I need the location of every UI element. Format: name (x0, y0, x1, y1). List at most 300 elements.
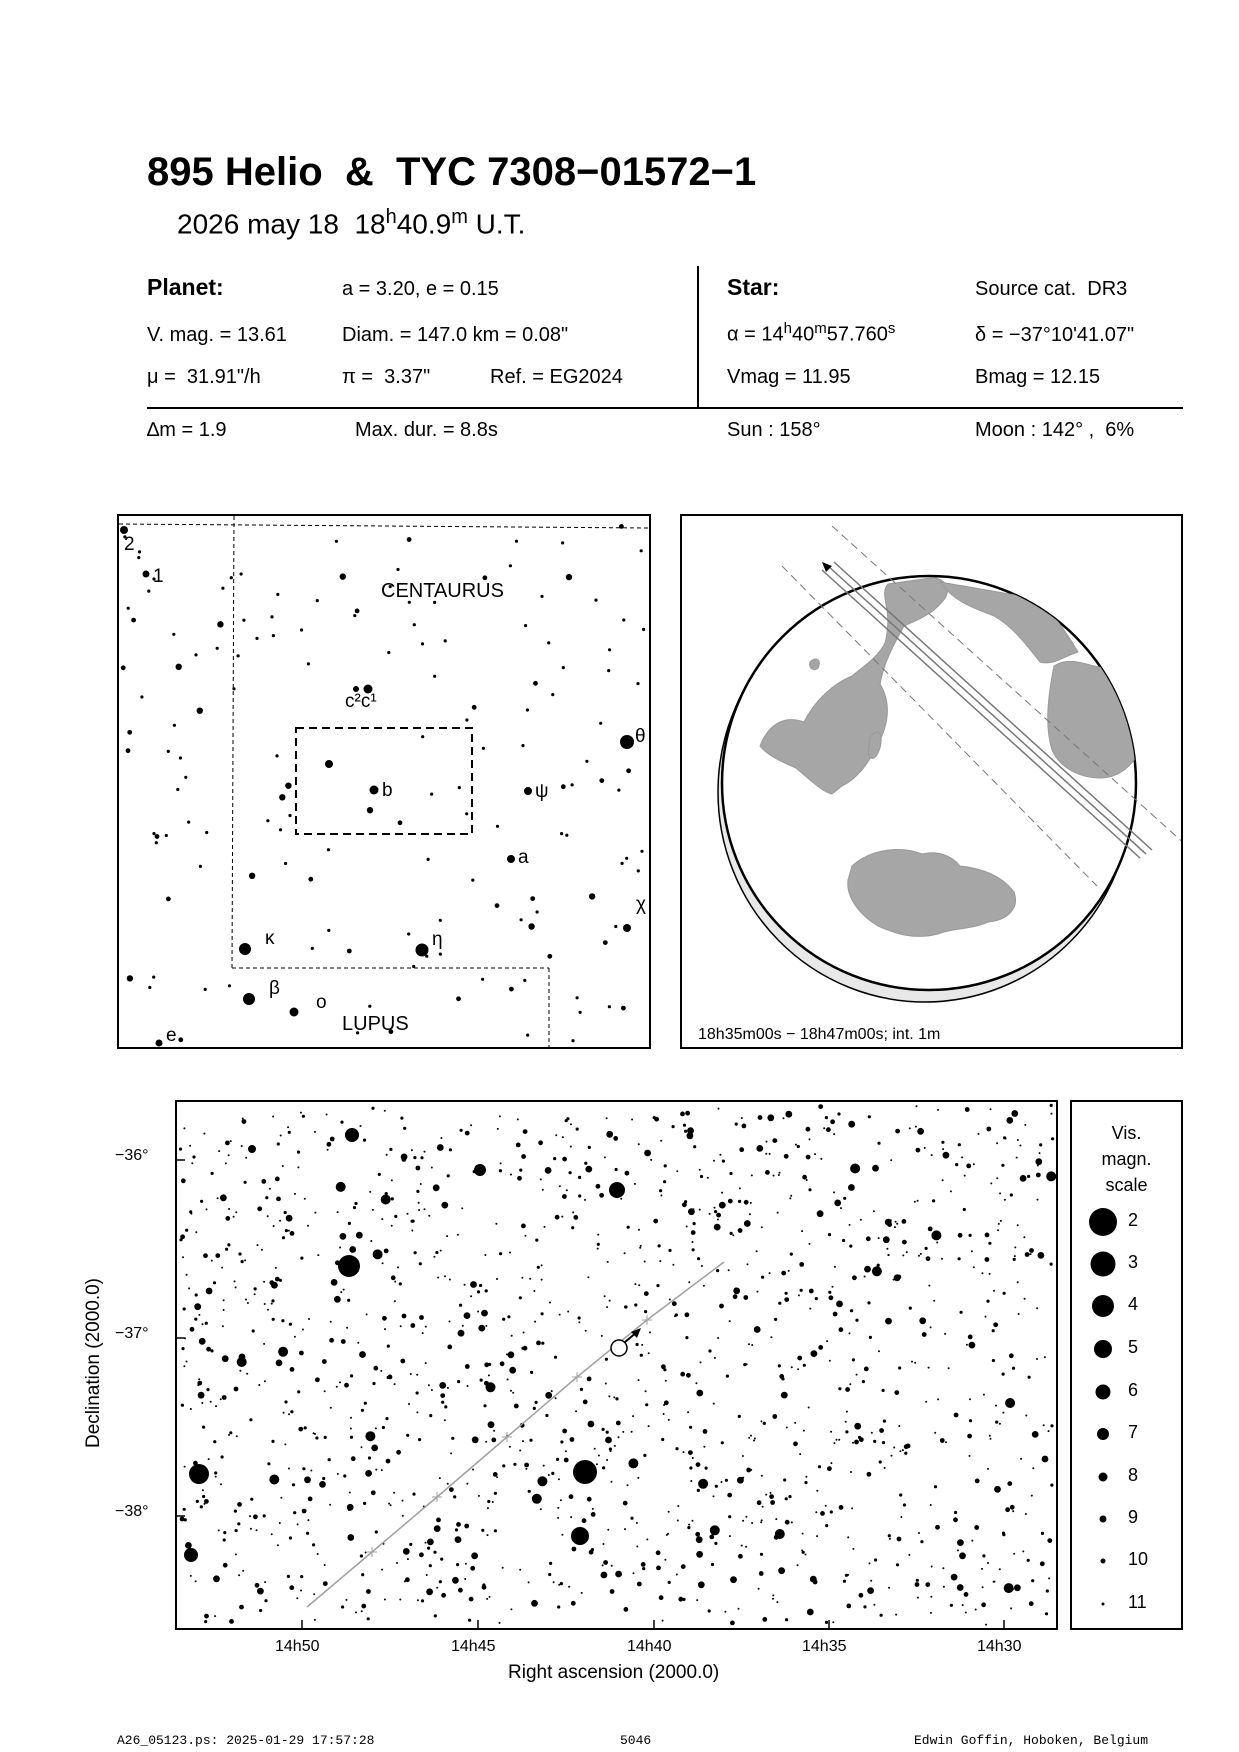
star-dot (127, 607, 130, 610)
star-dot (877, 1142, 880, 1145)
star-dot (581, 1592, 583, 1594)
star-dot (884, 1467, 886, 1469)
star-dot (982, 1554, 985, 1557)
star-dot (565, 1119, 568, 1122)
star-dot (535, 1239, 538, 1242)
star-dot (785, 1520, 790, 1525)
star-dot (1014, 1246, 1016, 1248)
star-dot (772, 1594, 774, 1596)
star-dot (434, 1614, 437, 1617)
planet-motion: μ = 31.91"/h (147, 366, 261, 388)
star-dot (416, 1166, 421, 1171)
star-dot (382, 1426, 385, 1429)
star-dot (603, 1560, 608, 1565)
star-dot (769, 1272, 771, 1274)
star-dot (703, 1429, 708, 1434)
star-dot (735, 1123, 738, 1126)
star-dot (790, 1195, 792, 1197)
table-horizontal-divider (147, 407, 1183, 409)
star-dot (223, 1538, 226, 1541)
star-dot (660, 1195, 662, 1197)
star-dot (327, 929, 330, 932)
star-dot (551, 1390, 553, 1392)
star-dot (640, 1245, 642, 1247)
star-dot (369, 1191, 371, 1193)
star-dot (703, 1446, 705, 1448)
star-dot (459, 1304, 462, 1307)
star-dot (849, 1224, 851, 1226)
star-dot (410, 1323, 415, 1328)
star-dot (931, 1154, 933, 1156)
star-label: ψ (535, 781, 549, 802)
star-dot (248, 1145, 256, 1153)
star-dot (981, 1602, 986, 1607)
star-dot (497, 1128, 499, 1130)
star-dot (509, 1252, 511, 1254)
star-dot (419, 1315, 424, 1320)
star-dot (326, 1114, 328, 1116)
star-dot (148, 986, 151, 989)
star-dot (360, 1554, 363, 1557)
star-dot (930, 1612, 932, 1614)
globe-caption: 18h35m00s − 18h47m00s; int. 1m (698, 1026, 941, 1043)
star-dot (206, 1208, 208, 1210)
star-dot (286, 1215, 293, 1222)
star-dot (257, 1588, 264, 1595)
star-dot (775, 1529, 785, 1539)
star-dot (668, 1249, 671, 1252)
star-dot (517, 1176, 522, 1181)
star-dot (784, 1154, 789, 1159)
star-dot (872, 1266, 882, 1276)
star-dot (562, 1157, 567, 1162)
star-dot (934, 1432, 936, 1434)
star-dot (693, 1145, 696, 1148)
detail-star-chart (177, 1102, 1056, 1628)
star-dot (363, 1139, 366, 1142)
star-dot (930, 1596, 932, 1598)
star-dot (654, 1117, 659, 1122)
star-dot (526, 708, 529, 711)
star-dot (509, 987, 514, 992)
star-dot (1036, 1307, 1038, 1309)
star-dot (416, 1374, 418, 1376)
star-dot (761, 1276, 764, 1279)
star-dot (555, 1397, 557, 1399)
star-dot (549, 1302, 551, 1304)
star-label: c²c¹ (345, 691, 377, 712)
star-dot (599, 1193, 604, 1198)
star-dot (382, 1316, 387, 1321)
star-dot (920, 1253, 922, 1255)
star-dot (412, 1493, 415, 1496)
star-dot (664, 1164, 667, 1167)
star-dot (1018, 1313, 1020, 1315)
star-dot (221, 587, 224, 590)
star-dot (587, 1276, 589, 1278)
star-dot (451, 1437, 454, 1440)
star-dot (499, 1622, 501, 1624)
star-dot (644, 1261, 646, 1263)
star-dot (914, 1362, 916, 1364)
star-dot (644, 1291, 649, 1296)
star-dot (692, 1241, 694, 1243)
star-dot (411, 1220, 414, 1223)
star-dot (496, 825, 499, 828)
star-dot (751, 1522, 753, 1524)
star-dot (638, 1379, 640, 1381)
star-dot (838, 1439, 840, 1441)
star-dot (479, 1284, 482, 1287)
star-dot (561, 784, 566, 789)
star-dot (397, 1266, 399, 1268)
star-dot (637, 869, 640, 872)
star-dot (778, 1302, 781, 1305)
star-dot (381, 1469, 383, 1471)
star-dot (936, 1242, 938, 1244)
star-dot (202, 1495, 205, 1498)
star-dot (436, 1587, 438, 1589)
star-dot (584, 1162, 587, 1165)
star-dot (205, 831, 208, 834)
star-dot (449, 1279, 451, 1281)
star-dot (559, 1185, 561, 1187)
star-dot (648, 1425, 650, 1427)
star-dot (347, 1504, 354, 1511)
sun-elongation: Sun : 158° (727, 419, 821, 441)
star-dot (400, 1117, 403, 1120)
star-dot (441, 1593, 446, 1598)
star-dot (716, 1213, 721, 1218)
star-dot (1050, 1104, 1053, 1107)
star-dot (367, 1617, 370, 1620)
star-dot (198, 1314, 200, 1316)
star-dot (269, 1188, 271, 1190)
star-dot (329, 1504, 331, 1506)
star-dot (893, 1447, 895, 1449)
star-dot (437, 1277, 439, 1279)
star-dot (688, 1281, 690, 1283)
star-dot (179, 756, 182, 759)
star-dot (829, 1295, 834, 1300)
star-dot (786, 1427, 788, 1429)
star-label: b (382, 780, 393, 801)
star-dot (317, 1553, 319, 1555)
star-dot (371, 1445, 378, 1452)
star-dot (294, 1193, 296, 1195)
star-dot (1050, 1263, 1053, 1266)
star-dot (387, 651, 390, 654)
star-dot (627, 1226, 630, 1229)
star-dot (711, 1563, 714, 1566)
star-dot (911, 1361, 913, 1363)
star-dot (541, 1279, 543, 1281)
star-dot (444, 639, 447, 642)
star-dot (902, 1449, 904, 1451)
star-dot (449, 1487, 454, 1492)
star-dot (845, 1574, 848, 1577)
star-dot (407, 932, 410, 935)
star-dot (608, 648, 611, 651)
star-dot (509, 1367, 516, 1374)
star-dot (284, 1400, 287, 1403)
star-dot (351, 1456, 356, 1461)
star-dot (327, 848, 330, 851)
star-dot (184, 776, 187, 779)
star-dot (269, 1475, 279, 1485)
star-dot (557, 1507, 559, 1509)
star-dot (444, 1419, 446, 1421)
star-dot (692, 1457, 694, 1459)
star-dot (1029, 1248, 1034, 1253)
star-dot (338, 1255, 360, 1277)
star-dot (439, 1580, 442, 1583)
star-dot (281, 1319, 284, 1322)
star-dot (874, 1558, 877, 1561)
star-dot (607, 669, 610, 672)
star-dot (636, 1343, 639, 1346)
star-dot (607, 1529, 609, 1531)
star-dot (404, 1580, 406, 1582)
star-dot (630, 1517, 633, 1520)
star-dot (223, 1309, 225, 1311)
star-dot (714, 1542, 717, 1545)
star-dot (502, 1464, 505, 1467)
star-dot (665, 1380, 667, 1382)
star-labels (124, 534, 646, 1046)
star-dot (474, 1164, 486, 1176)
star-dot (375, 1427, 377, 1429)
star-dot (728, 1269, 730, 1271)
star-dot (895, 1221, 897, 1223)
star-dot (413, 623, 416, 626)
star-dot (1045, 1612, 1048, 1615)
earth-globe (682, 516, 1181, 1047)
star-dot (409, 1543, 412, 1546)
star-dot (188, 1287, 190, 1289)
star-dot (624, 1305, 627, 1308)
star-dot (519, 1296, 522, 1299)
star-dot (300, 1590, 302, 1592)
star-dot (302, 1467, 305, 1470)
star-dot (458, 1588, 463, 1593)
star-dot (724, 1611, 726, 1613)
star-dot (194, 1318, 197, 1321)
star-dot (605, 1383, 607, 1385)
star-dot (601, 1572, 608, 1579)
star-dot (781, 1377, 784, 1380)
star-dot (617, 789, 620, 792)
star-dot (833, 1133, 835, 1135)
star-dot (275, 754, 278, 757)
star-dot (449, 1321, 451, 1323)
star-dot (662, 1620, 664, 1622)
star-dot (521, 1154, 526, 1159)
star-dot (588, 1146, 591, 1149)
star-dot (1036, 1358, 1038, 1360)
star-dot (935, 1525, 940, 1530)
ra-tick-label: 14h30 (977, 1638, 1022, 1655)
star-dot (557, 1517, 559, 1519)
star-dot (324, 1564, 326, 1566)
star-dot (928, 1285, 930, 1287)
star-dot (989, 1273, 991, 1275)
star-dot (184, 1518, 187, 1521)
star-dot (561, 1216, 563, 1218)
star-dot (545, 1392, 552, 1399)
star-dot (282, 1236, 285, 1239)
star-dot (765, 1153, 767, 1155)
star-dot (618, 1436, 620, 1438)
star-dot (464, 1312, 471, 1319)
star-dot (1039, 1143, 1042, 1146)
star-dot (343, 1474, 346, 1477)
star-dot (850, 1164, 860, 1174)
star-dot (138, 550, 141, 553)
star-dot (225, 1141, 230, 1146)
star-dot (994, 1486, 1001, 1493)
star-dot (614, 1445, 616, 1447)
star-dot (745, 1516, 747, 1518)
star-dot (852, 1358, 855, 1361)
star-dot (607, 1261, 609, 1263)
star-dot (855, 1319, 858, 1322)
star-dot (485, 1289, 488, 1292)
star-dot (797, 1356, 802, 1361)
star-dot (837, 1112, 840, 1115)
star-dot (325, 760, 333, 768)
star-dot (696, 1599, 698, 1601)
star-dot (240, 572, 243, 575)
star-dot (850, 1309, 853, 1312)
star-dot (578, 1321, 580, 1323)
star-dot (433, 1184, 440, 1191)
star-dot (208, 1458, 210, 1460)
star-dot (640, 1354, 643, 1357)
star-dot (394, 1300, 396, 1302)
star-dot (1032, 1431, 1039, 1438)
star-dot (1031, 1579, 1034, 1582)
star-dot (370, 1240, 372, 1242)
star-dot (568, 1586, 570, 1588)
star-dot (1032, 1467, 1034, 1469)
star-dot (450, 1452, 452, 1454)
planet-reference: Ref. = EG2024 (490, 366, 623, 388)
star-declination: δ = −37°10'41.07" (975, 324, 1135, 346)
star-dot (838, 1387, 841, 1390)
star-dot (569, 1494, 574, 1499)
magnitude-label: 4 (1128, 1294, 1139, 1314)
dec-tick-label: −38° (115, 1503, 149, 1520)
star-dot (686, 1226, 688, 1228)
max-duration: Max. dur. = 8.8s (355, 419, 498, 441)
star-dot (632, 1415, 634, 1417)
star-dot (993, 1290, 995, 1292)
star-dot (410, 1373, 412, 1375)
star-dot (885, 1219, 892, 1226)
star-dot (830, 1462, 832, 1464)
star-dot (785, 1111, 792, 1118)
star-dot (885, 1318, 892, 1325)
planet-diameter: Diam. = 147.0 km = 0.08" (342, 324, 569, 346)
star-dot (883, 1236, 890, 1243)
star-dot (826, 1127, 831, 1132)
star-dot (365, 1552, 367, 1554)
star-dot (375, 1469, 377, 1471)
star-dot (898, 1425, 900, 1427)
star-dot (754, 1438, 756, 1440)
star-dot (361, 1610, 363, 1612)
star-dot (126, 748, 131, 753)
star-dot (271, 1440, 274, 1443)
star-dot (640, 850, 643, 853)
star-dot (895, 1614, 897, 1616)
star-dot (738, 1554, 743, 1559)
star-dot (832, 1286, 834, 1288)
star-dot (802, 1551, 805, 1554)
star-dot (852, 1548, 854, 1550)
star-dot (770, 1500, 775, 1505)
star-dot (896, 1223, 898, 1225)
star-dot (363, 1502, 366, 1505)
star-dot (190, 1213, 192, 1215)
star-dot (788, 1270, 790, 1272)
star-dot (403, 1548, 410, 1555)
star-dot (964, 1592, 969, 1597)
star-dot (472, 1436, 479, 1443)
star-dot (228, 1208, 230, 1210)
star-dot (733, 1294, 738, 1299)
star-dot (609, 1300, 611, 1302)
star-dot (215, 1405, 217, 1407)
star-dot (680, 1112, 685, 1117)
star-dot (903, 1503, 906, 1506)
star-dot (925, 1247, 928, 1250)
star-dot (866, 1236, 871, 1241)
star-dot (311, 947, 314, 950)
star-dot (916, 1105, 918, 1107)
star-dot (381, 1195, 391, 1205)
star-dot (615, 1571, 622, 1578)
star-dot (699, 1169, 701, 1171)
planet-parallax: π = 3.37" (342, 366, 431, 388)
star-dot (234, 1280, 236, 1282)
star-dot (375, 1530, 378, 1533)
star-dot (951, 1574, 958, 1581)
island-land (810, 659, 820, 669)
star-vmag: Vmag = 11.95 (727, 366, 851, 388)
star-dot (937, 1398, 939, 1400)
star-dot (481, 978, 484, 981)
magnitude-label: 11 (1128, 1592, 1147, 1612)
star-dot (1013, 1553, 1015, 1555)
star-dot (523, 1332, 525, 1334)
star-dot (210, 1401, 212, 1403)
star-dot (312, 1543, 315, 1546)
star-dot (204, 1614, 209, 1619)
star-dot (957, 1549, 959, 1551)
globe-panel (680, 514, 1183, 1049)
star-dot (294, 1336, 296, 1338)
star-dot (515, 540, 518, 543)
star-dot (594, 599, 597, 602)
star-dot (230, 576, 233, 579)
star-dot (1017, 1224, 1019, 1226)
star-dot (399, 1599, 401, 1601)
star-dot (366, 1313, 368, 1315)
star-dot (408, 1403, 410, 1405)
star-dot (419, 1552, 424, 1557)
